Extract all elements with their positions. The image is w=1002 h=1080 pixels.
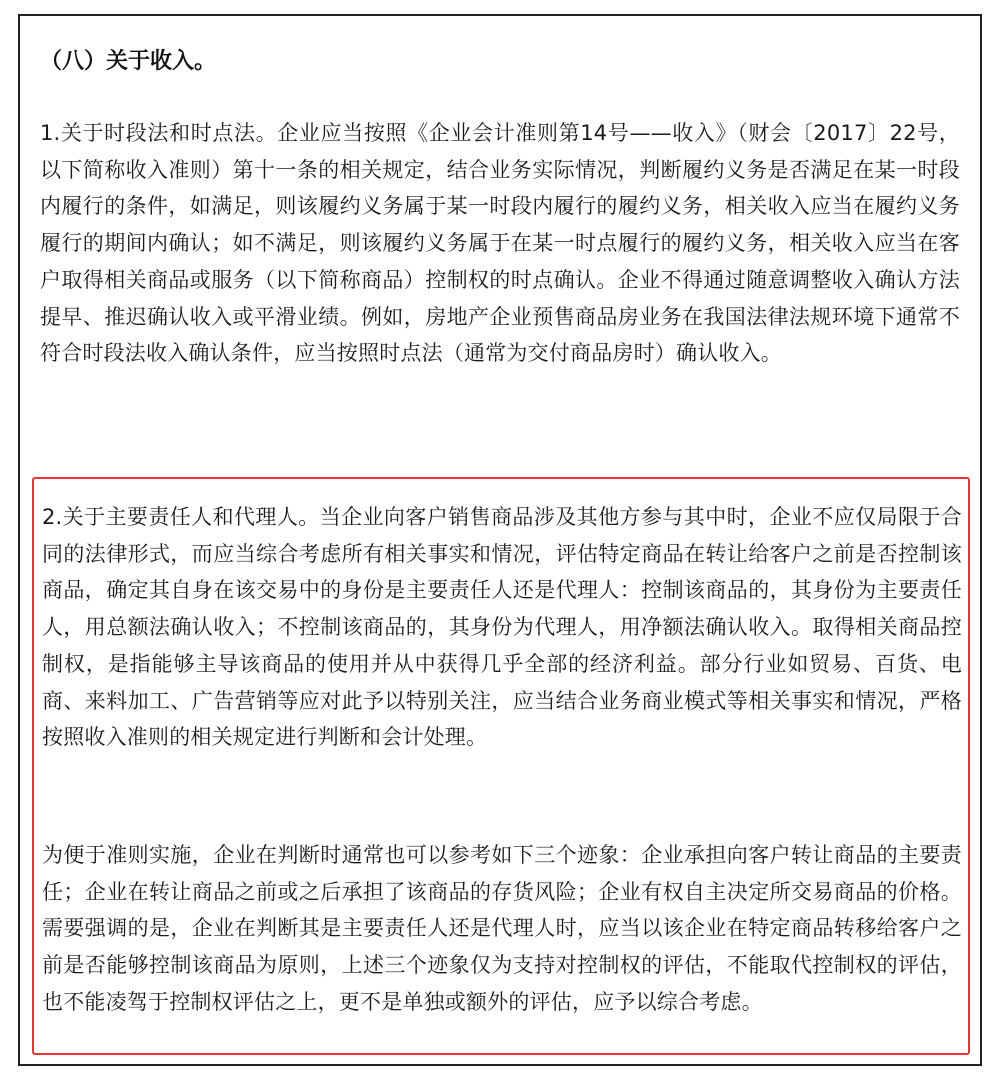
document-frame (18, 14, 982, 1066)
section-heading: （八）关于收入。 (40, 49, 217, 74)
highlight-box (32, 477, 970, 1055)
paragraph-time-period-vs-point: 1.关于时段法和时点法。企业应当按照《企业会计准则第14号——收入》（财会〔2017〕22号，以下简称收入准则）第十一条的相关规定，结合业务实际情况，判断履约义务是否满足在某一时段内履行的条件，如满足，则该履约义务属于某一时段内履行的履约义务，相关收入应当在履约义务履行的期间内确认；如不满足，则该履约义务属于在某一时点履行的履约义务，相关收入应当在客户取得相关商品或服务（以下简称商品）控制权的时点确认。企业不得通过随意调整收入确认方法提早、推迟确认收入或平滑业绩。例如，房地产企业预售商品房业务在我国法律法规环境下通常不符合时段法收入确认条件，应当按照时点法（通常为交付商品房时）确认收入。 (40, 121, 960, 366)
paragraph-three-indicators: 为便于准则实施，企业在判断时通常也可以参考如下三个迹象：企业承担向客户转让商品的主要责任；企业在转让商品之前或之后承担了该商品的存货风险；企业有权自主决定所交易商品的价格。需要强调的是，企业在判断其是主要责任人还是代理人时，应当以该企业在特定商品转移给客户之前是否能够控制该商品为原则，上述三个迹象仅为支持对控制权的评估，不能取代控制权的评估，也不能凌驾于控制权评估之上，更不是单独或额外的评估，应予以综合考虑。 (42, 843, 962, 1014)
paragraph-principal-vs-agent: 2.关于主要责任人和代理人。当企业向客户销售商品涉及其他方参与其中时，企业不应仅局限于合同的法律形式，而应当综合考虑所有相关事实和情况，评估特定商品在转让给客户之前是否控制该商品，确定其自身在该交易中的身份是主要责任人还是代理人：控制该商品的，其身份为主要责任人，用总额法确认收入；不控制该商品的，其身份为代理人，用净额法确认收入。取得相关商品控制权，是指能够主导该商品的使用并从中获得几乎全部的经济利益。部分行业如贸易、百货、电商、来料加工、广告营销等应对此予以特别关注，应当结合业务商业模式等相关事实和情况，严格按照收入准则的相关规定进行判断和会计处理。 (42, 505, 962, 750)
